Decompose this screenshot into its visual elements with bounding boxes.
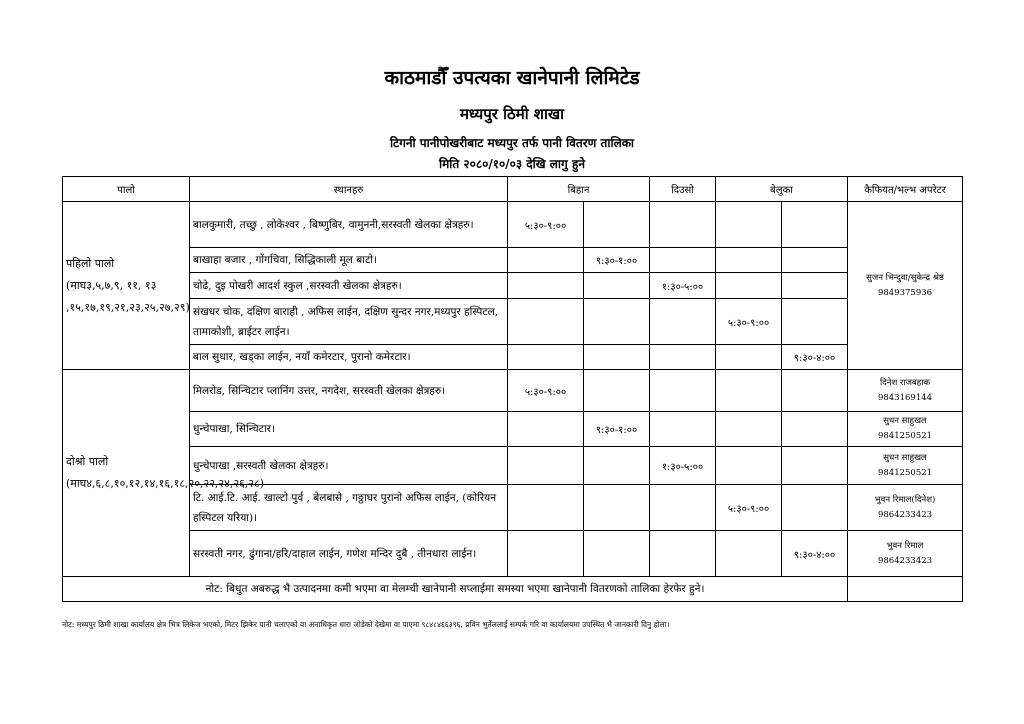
contact-phone: 9849375936 — [877, 287, 933, 298]
contact-name: भुवन रिमाल — [886, 540, 924, 551]
location-cell: टि. आई.टि. आई. खाल्टो पुर्व , बेलबासे , गठ्ठाघर पुरानो अफिस लाईन, (कोरियन हस्पिटल यरिया)। — [190, 485, 508, 531]
col-morning: बिहान — [508, 177, 650, 202]
location-cell: धुन्चेपाखा ,सरस्वती खेलका क्षेत्रहरु। — [190, 447, 508, 485]
table-row — [63, 531, 963, 577]
contact-cell — [848, 412, 963, 447]
contact-name: सुधन साहुखल — [883, 452, 927, 463]
contact-phone: 9864233423 — [877, 555, 933, 566]
location-cell: बालकुमारी, तच्छु , लोकेश्वर , बिष्णुबिर, वामुननी,सरस्वती खेलका क्षेत्रहरु। — [190, 202, 508, 248]
contact-name: सुधन साहुखल — [883, 416, 927, 426]
col-location: स्थानहरु — [190, 177, 508, 202]
table-note-row — [63, 577, 963, 602]
time-cell: ५:३०-९:०० — [716, 485, 782, 531]
time-cell: ९:३०-४:०० — [782, 531, 848, 577]
group-1-name: पहिलो पालो — [66, 256, 115, 270]
time-cell: ५:३०-९:०० — [716, 299, 782, 345]
header-row — [63, 177, 963, 202]
table-row — [63, 345, 963, 370]
col-afternoon: दिउसो — [650, 177, 716, 202]
table-row — [63, 299, 963, 345]
location-cell: चोढे, दुइ पोखरी आदर्श स्कुल ,सरस्वती खेलका क्षेत्रहरु। — [190, 273, 508, 299]
contact-name: भुवन रिमाल(दिनेश) — [874, 494, 936, 505]
location-cell: बाखाहा बजार , गोंगचिवा, सिद्धिकाली मूल बाटो। — [190, 248, 508, 273]
contact-cell — [848, 531, 963, 577]
contact-cell — [848, 485, 963, 531]
table-row — [63, 485, 963, 531]
col-evening: बेलुका — [716, 177, 848, 202]
title-org: काठमाडौँ उपत्यका खानेपानी लिमिटेड — [384, 67, 640, 89]
contact-phone: 9864233423 — [877, 509, 933, 520]
group-1-days: (माघ३,५,७,९, ११, १३ ,१५,१७,१९,२१,२३,२५,२७,२९) — [66, 278, 190, 314]
group-2-name: दोश्रो पालो — [66, 455, 109, 468]
location-cell: धुन्चेपाखा, सिन्चिटार। — [190, 412, 508, 447]
location-cell: बाल सुधार, खड्का लाईन, नयाँ कमेरटार, पुरानो कमेरटार। — [190, 345, 508, 370]
time-cell: ९:३०-४:०० — [782, 345, 848, 370]
contact-name: सुजन भिन्दुवा/सुकेन्द्र श्रेष्ठ — [866, 272, 944, 283]
col-palo: पालो — [63, 177, 190, 202]
time-cell: ९:३०-१:०० — [584, 412, 650, 447]
footer-note: नोट: मध्यपुर ठिमी शाखा कार्यालय क्षेत्र भित्र लिकेज भएको, मिटर झिकेर पानी चलाएको वा अनाधिकृत धारा जोडेको देखेमा वा पाएमा ९८४८४६६३९६, प्रविन भुर्तेललाई सम्पर्क गरि वा कार्यालयमा उपस्थित भै जानकारी दिनु होला। — [62, 620, 670, 629]
table-note: नोट: बिधुत अबरुद्ध भै उत्पादनमा कमी भएमा वा मेलम्ची खानेपानी सप्लाईमा समस्या भएमा खानेपानी वितरणको तालिका हेरफेर हुने। — [63, 577, 848, 602]
contact-cell — [848, 447, 963, 485]
contact-cell — [848, 370, 963, 412]
table-row — [63, 370, 963, 412]
title-effective-date: मिति २०८०/१०/०३ देखि लागु हुने — [439, 157, 585, 171]
col-remarks: कैफियत/भल्भ अपरेटर — [848, 177, 963, 202]
table-row — [63, 412, 963, 447]
group-2-days: (माघ४,६,८,१०,१२,१४,१६,१८,२०,२२,२४,२६,२८) — [66, 477, 265, 490]
contact-phone: 9843169144 — [877, 392, 933, 403]
contact-phone: 9841250521 — [877, 467, 933, 478]
location-cell: सरस्वती नगर, ढुंगाना/हरि/दाहाल लाईन, गणेश मन्दिर दुबै , तीनधारा लाईन। — [190, 531, 508, 577]
table-row — [63, 202, 963, 248]
location-cell: संखधर चोक, दक्षिण बाराही , अफिस लाईन, दक्षिण सुन्दर नगर,मध्यपुर हस्पिटल, तामाकोशी, ब्राईटर लाईन। — [190, 299, 508, 345]
time-cell: ५:३०-९:०० — [508, 370, 584, 412]
group-1-contact — [848, 202, 963, 370]
time-cell: ५:३०-९:०० — [508, 202, 584, 248]
schedule-table — [62, 176, 963, 602]
time-cell: १:३०-५:०० — [650, 447, 716, 485]
title-branch: मध्यपुर ठिमी शाखा — [459, 105, 565, 123]
contact-phone: 9841250521 — [877, 431, 933, 441]
group-1-cell — [63, 202, 190, 370]
table-row — [63, 273, 963, 299]
location-cell: मिलरोड, सिन्चिटार प्लानिंग उत्तर, नगदेश, सरस्वती खेलका क्षेत्रहरु। — [190, 370, 508, 412]
contact-name: दिनेश राजबहाक — [880, 377, 931, 388]
time-cell: ९:३०-१:०० — [584, 248, 650, 273]
table-row — [63, 248, 963, 273]
title-subject: टिगनी पानीपोखरीबाट मध्यपुर तर्फ पानी वितरण तालिका — [389, 136, 635, 150]
time-cell: १:३०-५:०० — [650, 273, 716, 299]
